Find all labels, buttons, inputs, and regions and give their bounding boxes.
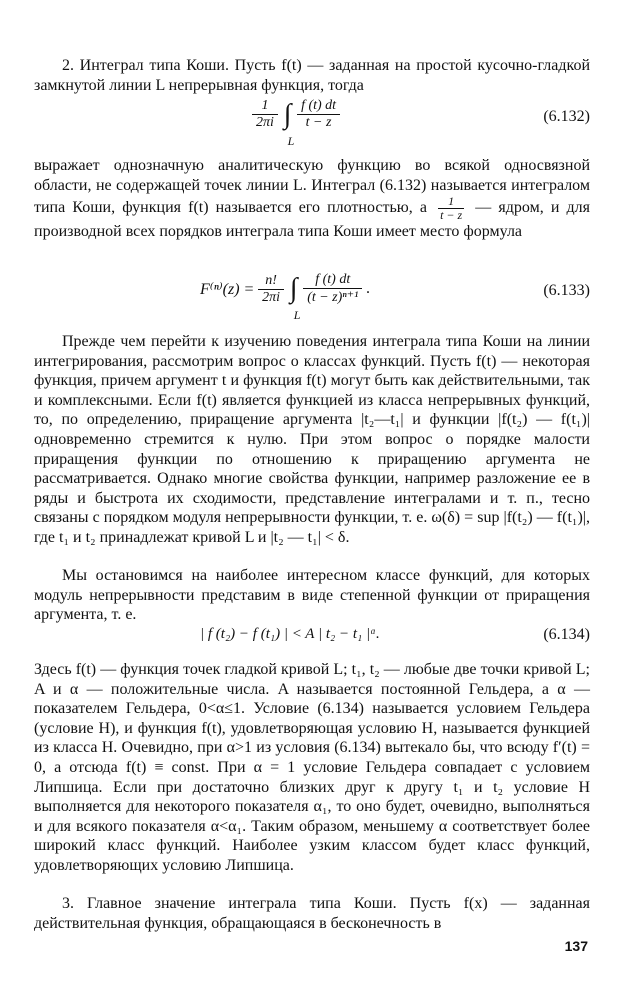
equation-6-133 — [0, 272, 626, 332]
eq133-lhs: F⁽ⁿ⁾(z) = — [200, 281, 255, 298]
eq132-coefficient: $\frac{1}{2\pi i}$ — [252, 98, 278, 131]
paragraph-analytic-function: выражает однозначную аналитическую функцию во всякой односвязной области, не содержащей точек линии L. Интеграл (6.132) называется интегралом типа Коши, функция f(t) называется его плотностью, а $\frac{1}{t - z}$ — ядром, и для производной всех порядков интеграла типа Коши имеет место формула — [34, 157, 591, 241]
equation-number-6-134: (6.134) — [543, 626, 590, 643]
paragraph-power-modulus: Мы остановимся на наиболее интересном классе функций, для которых модуль непрерывности представим в виде степенной функции от приращения аргумента, т. е. — [34, 567, 590, 624]
eq132-integral-sign: ∫ L — [283, 98, 295, 148]
paragraph-function-classes: Прежде чем перейти к изучению поведения интеграла типа Коши на линии интегрирования, рассмотрим вопрос о классах функций. Пусть f(t) — некоторая функция, причем аргумент t и функция f(t) могут быть как действительными, так и комплексными. Если f(t) является функцией из класса непрерывных функций, то, по определению, приращение аргумента |t₂—t₁| и функции |f(t₂) — f(t₁)| одновременно стремится к нулю. При этом вопрос о порядке малости приращения функции по отношению к приращению аргумента не рассматривается. Однако многие свойства функции, например разложение ее в ряды и быстрота их сходимости, представление интегралами и т. п., тесно связаны с порядком модуля непрерывности функции, т. е. ω(δ) = sup |f(t₂) — f(t₁)|, где t₁ и t₂ принадлежат кривой L и |t₂ — t₁| < δ. — [34, 333, 590, 546]
paragraph-principal-value: 3. Главное значение интеграла типа Коши. Пусть f(x) — заданная действительная функция, обращающаяся в бесконечность в — [34, 895, 590, 932]
eq133-tail: . — [366, 280, 371, 297]
equation-number-6-132: (6.132) — [543, 108, 590, 125]
kernel-fraction: $\frac{1}{t - z}$ — [440, 194, 463, 223]
eq133-integral-sign: ∫ L — [289, 273, 301, 322]
eq134-expression: | f (t₂) − f (t₁) | < A | t₂ − t₁ |ᵅ. — [200, 626, 380, 642]
eq132-integrand: $\frac{f (t) dt}{t - z}$ — [297, 98, 340, 131]
page-number: 137 — [564, 938, 588, 954]
eq133-coefficient: $\frac{n!}{2\pi i}$ — [258, 273, 284, 306]
equation-number-6-133: (6.133) — [543, 282, 590, 299]
equation-6-132 — [0, 98, 626, 158]
paragraph-holder-condition: Здесь f(t) — функция точек гладкой кривой L; t₁, t₂ — любые две точки кривой L; A и α — положительные числа. A называется постоянной Гельдера, а α — показателем Гельдера, 0<α≤1. Условие (6.134) называется условием Гельдера (условие H), и функция f(t), удовлетворяющая условию H, называется функцией из класса H. Очевидно, при α>1 из условия (6.134) вытекало бы, что всюду f′(t) = 0, а отсюда f(t) ≡ const. При α = 1 условие Гельдера совпадает с условием Липшица. Если при достаточно близких друг к другу t₁ и t₂ условие H выполняется для некоторого показателя α₁, то оно будет, очевидно, выполняться и для всякого показателя α<α₁. Таким образом, меньшему α соответствует более широкий класс функций. Наиболее узким классом будет класс функций, удовлетворяющих условию Липшица. — [34, 661, 590, 874]
eq133-integrand: $\frac{f (t) dt}{\text{(t − z)ⁿ⁺¹}}$ — [303, 272, 362, 306]
paragraph-cauchy-type-integral: 2. Интеграл типа Коши. Пусть f(t) — заданная на простой кусочно-гладкой замкнутой линии L непрерывная функция, тогда — [34, 57, 590, 94]
